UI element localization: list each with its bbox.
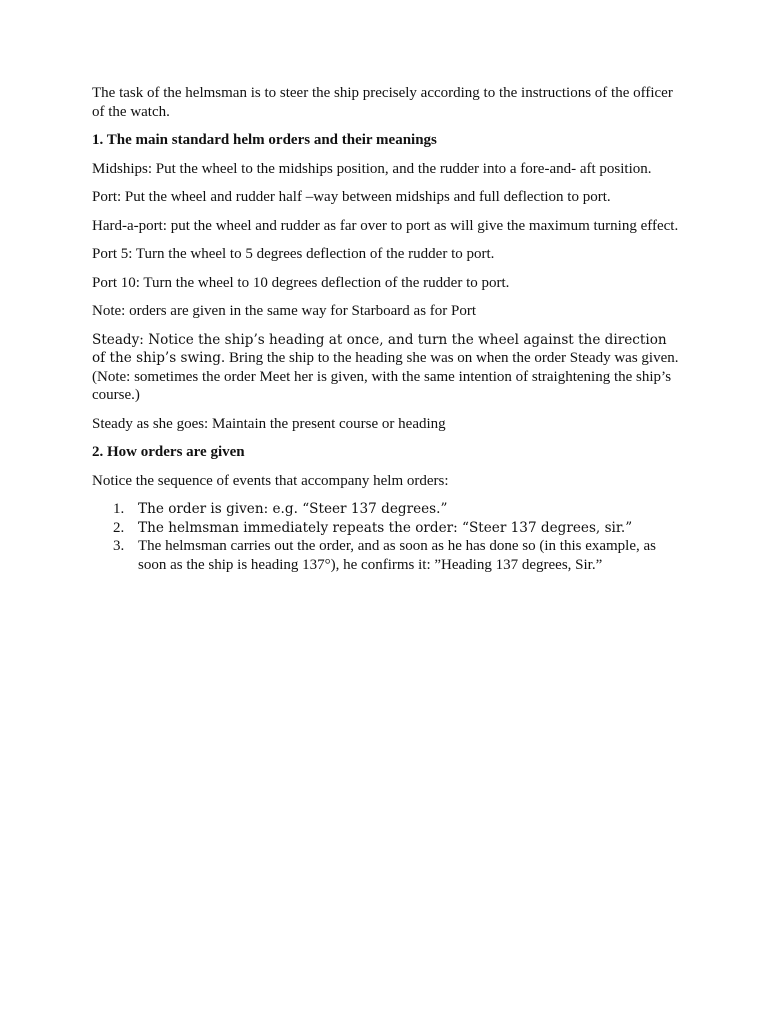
paragraph-port-10: Port 10: Turn the wheel to 10 degrees deflection of the rudder to port.: [92, 274, 510, 291]
paragraph-port-5: Port 5: Turn the wheel to 5 degrees deflection of the rudder to port.: [92, 246, 495, 262]
list-item-text: The helmsman carries out the order, and as soon as he has done so (in this example, as soon as the ship is heading 137°), he confirms it: ”Heading 137 degrees, Sir.”: [138, 538, 657, 573]
paragraph-steady-as-she-goes: Steady as she goes: Maintain the present course or heading: [92, 415, 446, 432]
paragraph-sequence-lead: Notice the sequence of events that accompany helm orders:: [92, 472, 449, 489]
section-heading-how-orders-given: 2. How orders are given: [92, 444, 245, 460]
intro-paragraph: The task of the helmsman is to steer the ship precisely according to the instructions of the officer of the watch.: [92, 85, 673, 120]
steady-continuation-text: Bring the ship to the heading she was on when the order Steady was given. (Note: sometimes the order Meet her is given, with the same intention of straightening the ship’s course.): [92, 350, 679, 403]
paragraph-steady: [92, 331, 682, 405]
list-item: [92, 500, 682, 519]
list-item-text: The helmsman immediately repeats the order: “Steer 137 degrees, sir.”: [138, 519, 633, 536]
paragraph-midships: Midships: Put the wheel to the midships position, and the rudder into a fore-and- aft position.: [92, 160, 652, 177]
list-item-text: The order is given: e.g. “Steer 137 degrees.”: [138, 501, 448, 517]
list-item: [92, 519, 682, 538]
order-sequence-list: [92, 500, 682, 574]
list-item-number: 1.: [113, 501, 125, 517]
list-item: [92, 537, 682, 574]
document-page: [92, 84, 682, 574]
list-item-number: 3.: [113, 538, 125, 554]
section-heading-helm-orders: 1. The main standard helm orders and their meanings: [92, 132, 437, 148]
steady-definition-text: Steady: Notice the ship’s heading at once, and turn the wheel against the direction of the ship’s swing.: [92, 331, 667, 366]
paragraph-note: Note: orders are given in the same way for Starboard as for Port: [92, 303, 477, 319]
paragraph-port: Port: Put the wheel and rudder half –way between midships and full deflection to port.: [92, 189, 611, 205]
paragraph-hard-a-port: Hard-a-port: put the wheel and rudder as far over to port as will give the maximum turning effect.: [92, 217, 679, 234]
list-item-number: 2.: [113, 519, 125, 536]
